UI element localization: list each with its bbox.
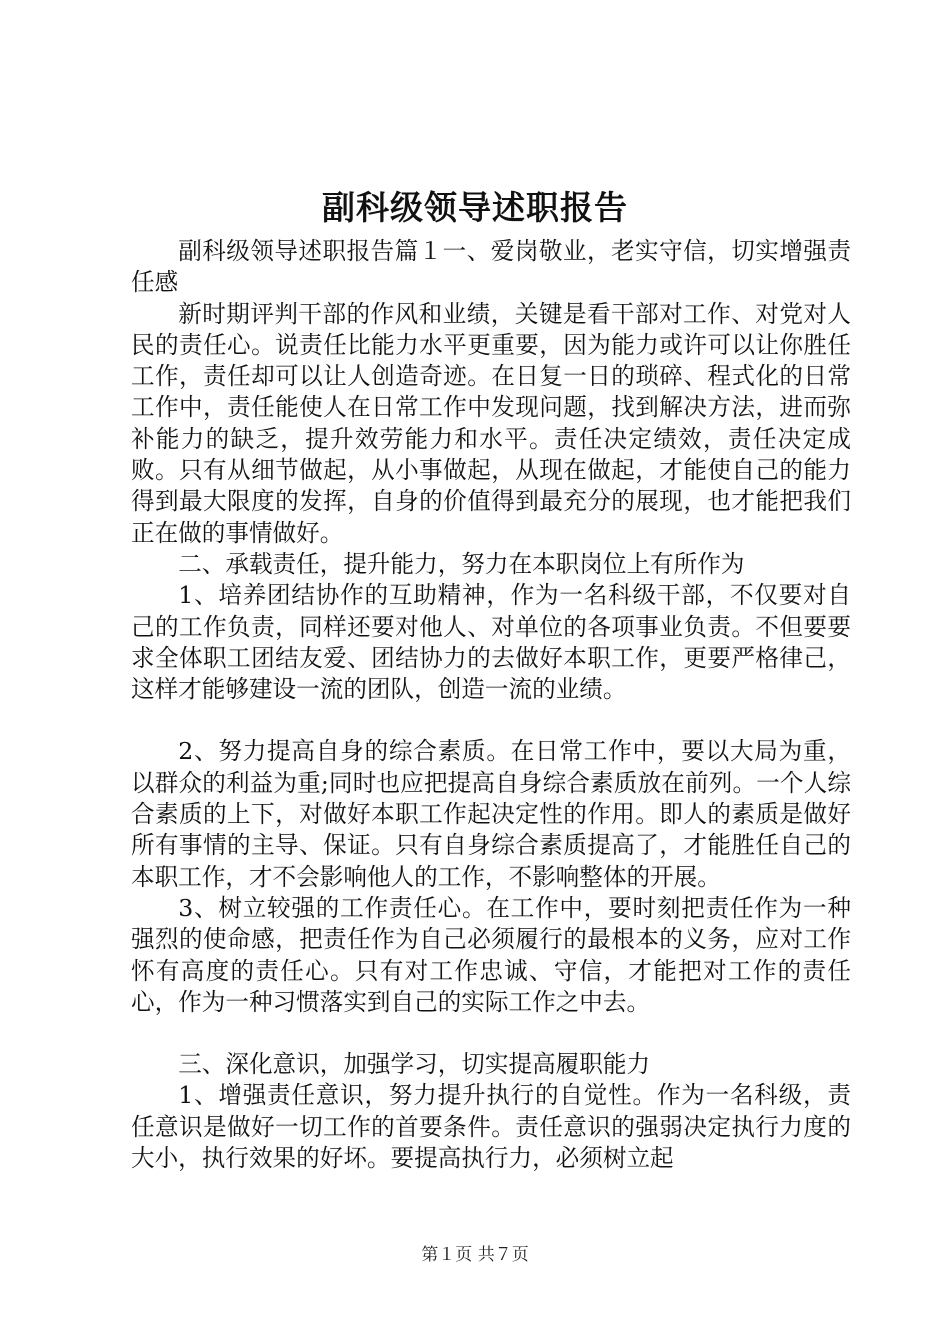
section-heading-two: 二、承载责任，提升能力，努力在本职岗位上有所作为 — [178, 549, 745, 578]
page-number-footer: 第１页 共７页 — [421, 1245, 529, 1265]
section-heading-three: 三、深化意识，加强学习，切实提高履职能力 — [178, 1050, 651, 1079]
paragraph-teamwork: 1、培养团结协作的互助精神，作为一名科级干部，不仅要对自己的工作负责，同样还要对他人、对单位的各项事业负责。不但要要求全体职工团结友爱、团结协力的去做好本职工作，更要严格律己，这样才能够建设一流的团队，创造一流的业绩。 — [131, 581, 851, 704]
paragraph-awareness: 1、增强责任意识，努力提升执行的自觉性。作为一名科级，责任意识是做好一切工作的首要条件。责任意识的强弱决定执行力度的大小，执行效果的好坏。要提高执行力，必须树立起 — [131, 1081, 851, 1173]
paragraph-intro: 副科级领导述职报告篇１一、爱岗敬业，老实守信，切实增强责任感 — [131, 237, 851, 297]
paragraph-quality: 2、努力提高自身的综合素质。在日常工作中，要以大局为重，以群众的利益为重;同时也应把提高自身综合素质放在前列。一个人综合素质的上下，对做好本职工作起决定性的作用。即人的素质是做好所有事情的主导、保证。只有自身综合素质提高了，才能胜任自己的本职工作，才不会影响他人的工作，不影响整体的开展。 — [131, 737, 851, 891]
document-title: 副科级领导述职报告 — [322, 188, 628, 227]
document-body — [131, 236, 851, 1174]
paragraph-responsibility: 新时期评判干部的作风和业绩，关键是看干部对工作、对党对人民的责任心。说责任比能力水平更重要，因为能力或许可以让你胜任工作，责任却可以让人创造奇迹。在日复一日的琐碎、程式化的日常工作中，责任能使人在日常工作中发现问题，找到解决方法，进而弥补能力的缺乏，提升效劳能力和水平。责任决定绩效，责任决定成败。只有从细节做起，从小事做起，从现在做起，才能使自己的能力得到最大限度的发挥，自身的价值得到最充分的展现，也才能把我们正在做的事情做好。 — [131, 299, 851, 547]
paragraph-duty: 3、树立较强的工作责任心。在工作中，要时刻把责任作为一种强烈的使命感，把责任作为自己必须履行的最根本的义务，应对工作怀有高度的责任心。只有对工作忠诚、守信，才能把对工作的责任心，作为一种习惯落实到自己的实际工作之中去。 — [131, 893, 851, 1016]
